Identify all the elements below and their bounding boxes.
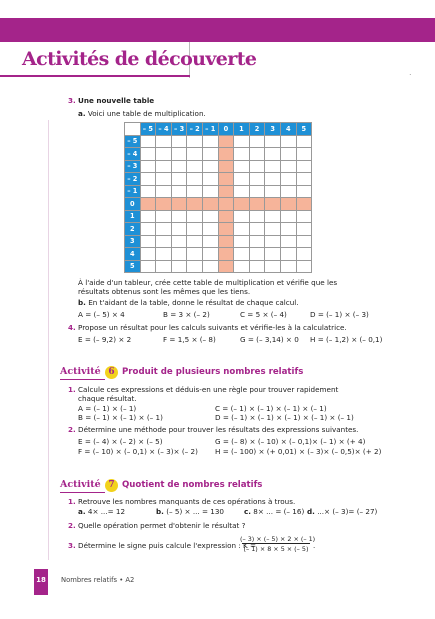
question-text: Quelle opération permet d'obtenir le résultat ? <box>78 521 246 530</box>
item-text: 8× ... = (– 16) <box>253 507 305 516</box>
activity-title: Produit de plusieurs nombres relatifs <box>122 367 304 377</box>
table-cell <box>140 248 156 261</box>
table-cell <box>296 198 312 211</box>
activity7-q2 <box>68 521 245 530</box>
table-cell <box>140 185 156 198</box>
col-header: – 5 <box>140 123 156 136</box>
row-header: – 3 <box>125 160 141 173</box>
section3-number: 3. <box>68 96 76 105</box>
table-cell <box>249 210 265 223</box>
calc-b: B = 3 × (– 2) <box>163 310 210 319</box>
table-cell <box>265 260 281 273</box>
row-header: – 5 <box>125 135 141 148</box>
table-cell <box>296 223 312 236</box>
question-text: Détermine le signe puis calcule l'expression : K = <box>78 541 257 550</box>
table-cell <box>249 160 265 173</box>
calc-c: C = 5 × (– 4) <box>240 310 287 319</box>
table-corner <box>125 123 141 136</box>
col-header: 3 <box>265 123 281 136</box>
calc-d: D = (– 1) × (– 3) <box>310 310 369 319</box>
table-cell <box>156 260 172 273</box>
table-cell <box>140 160 156 173</box>
table-cell <box>202 148 218 161</box>
table-cell <box>249 135 265 148</box>
question-number: 3. <box>68 541 76 550</box>
item-label: b. <box>156 507 164 516</box>
multiplication-table <box>124 122 312 273</box>
item-label: b. <box>78 298 86 307</box>
item-text: En t'aidant de la table, donne le résultat de chaque calcul. <box>88 298 299 307</box>
table-cell <box>156 210 172 223</box>
k-denominator: (– 1) × 8 × 5 × (– 5) <box>243 545 309 553</box>
table-cell <box>171 173 187 186</box>
table-cell <box>280 160 296 173</box>
table-cell <box>187 173 203 186</box>
table-cell <box>171 185 187 198</box>
question-number: 1. <box>68 385 76 394</box>
row-header: 5 <box>125 260 141 273</box>
table-cell <box>280 235 296 248</box>
header-mark: . <box>409 68 412 77</box>
calc-g: G = (– 3,14) × 0 <box>240 335 299 344</box>
item-label: a. <box>78 109 86 118</box>
table-cell <box>156 235 172 248</box>
calc-g: G = (– 8) × (– 10) × (– 0,1)× (– 1) × (+ 4) <box>215 437 366 446</box>
k-numerator: (– 3) × (– 5) × 2 × (– 1) <box>240 535 316 543</box>
section3-heading <box>68 96 154 105</box>
table-cell <box>187 235 203 248</box>
table-cell <box>187 160 203 173</box>
row-header: – 1 <box>125 185 141 198</box>
op-c <box>244 507 304 516</box>
row-header: 3 <box>125 235 141 248</box>
row-header: 4 <box>125 248 141 261</box>
col-header: 4 <box>280 123 296 136</box>
table-cell <box>265 248 281 261</box>
page-title: Activités de découverte <box>22 48 257 70</box>
calc-e: E = (– 4) × (– 2) × (– 5) <box>78 437 163 446</box>
table-cell <box>249 248 265 261</box>
activity-number-badge: 6 <box>105 366 118 379</box>
table-cell <box>202 248 218 261</box>
item-text: ...× (– 3)= (– 27) <box>317 507 378 516</box>
table-cell <box>187 223 203 236</box>
col-header: 1 <box>234 123 250 136</box>
table-cell <box>234 223 250 236</box>
item-label: a. <box>78 507 86 516</box>
table-cell <box>171 148 187 161</box>
table-cell <box>187 198 203 211</box>
table-cell <box>140 210 156 223</box>
table-cell <box>296 210 312 223</box>
section4-text: Propose un résultat pour les calculs suivants et vérifie-les à la calculatrice. <box>78 323 347 332</box>
col-header: – 3 <box>171 123 187 136</box>
table-cell <box>280 248 296 261</box>
question-text: Retrouve les nombres manquants de ces opérations à trous. <box>78 497 296 506</box>
calc-f: F = (– 10) × (– 0,1) × (– 3)× (– 2) <box>78 447 198 456</box>
table-cell <box>218 248 234 261</box>
table-cell <box>265 235 281 248</box>
table-cell <box>234 160 250 173</box>
table-cell <box>280 223 296 236</box>
table-cell <box>234 148 250 161</box>
question-number: 2. <box>68 425 76 434</box>
table-cell <box>140 173 156 186</box>
table-cell <box>218 135 234 148</box>
table-cell <box>296 248 312 261</box>
table-cell <box>249 223 265 236</box>
table-cell <box>171 210 187 223</box>
table-cell <box>296 173 312 186</box>
table-cell <box>171 235 187 248</box>
table-cell <box>280 210 296 223</box>
header-underline <box>0 75 190 77</box>
calc-h: H = (– 100) × (+ 0,01) × (– 3)× (– 0,5)× (+ 2) <box>215 447 382 456</box>
table-cell <box>234 210 250 223</box>
table-cell <box>218 235 234 248</box>
activity6-q1 <box>68 385 338 394</box>
table-cell <box>140 260 156 273</box>
table-cell <box>187 210 203 223</box>
table-cell <box>202 185 218 198</box>
calc-a: A = (– 5) × 4 <box>78 310 125 319</box>
activity6-header <box>60 366 400 380</box>
table-cell <box>265 223 281 236</box>
header-band <box>0 18 435 42</box>
activity-title: Quotient de nombres relatifs <box>122 480 263 490</box>
table-cell <box>218 173 234 186</box>
table-cell <box>296 148 312 161</box>
table-cell <box>265 173 281 186</box>
activity6-q2 <box>68 425 358 434</box>
table-cell <box>156 223 172 236</box>
op-b <box>156 507 224 516</box>
activity-word: Activité <box>60 366 101 377</box>
table-cell <box>265 185 281 198</box>
footer-text: Nombres relatifs • A2 <box>61 576 135 584</box>
table-cell <box>140 223 156 236</box>
section3-para1: À l'aide d'un tableur, crée cette table de multiplication et vérifie que les <box>78 278 338 287</box>
table-cell <box>171 248 187 261</box>
table-cell <box>140 198 156 211</box>
table-cell <box>202 235 218 248</box>
table-cell <box>171 135 187 148</box>
question-text: Calcule ces expressions et déduis-en une règle pour trouver rapidement <box>78 385 339 394</box>
table-cell <box>202 160 218 173</box>
row-header: – 2 <box>125 173 141 186</box>
table-cell <box>249 260 265 273</box>
question-number: 2. <box>68 521 76 530</box>
table-cell <box>265 160 281 173</box>
row-header: 0 <box>125 198 141 211</box>
col-header: – 2 <box>187 123 203 136</box>
table-cell <box>234 185 250 198</box>
table-cell <box>171 198 187 211</box>
table-cell <box>280 185 296 198</box>
table-cell <box>156 135 172 148</box>
activity7-header <box>60 479 400 493</box>
item-label: d. <box>307 507 315 516</box>
table-cell <box>156 248 172 261</box>
table-cell <box>249 235 265 248</box>
table-cell <box>249 198 265 211</box>
col-header: 2 <box>249 123 265 136</box>
activity-underline <box>60 379 105 380</box>
section3-para2: résultats obtenus sont les mêmes que les tiens. <box>78 287 251 296</box>
op-d <box>307 507 377 516</box>
col-header: – 4 <box>156 123 172 136</box>
table-cell <box>249 185 265 198</box>
table-cell <box>280 148 296 161</box>
table-cell <box>296 135 312 148</box>
activity6-q1-line2: chaque résultat. <box>78 394 137 403</box>
col-header: 0 <box>218 123 234 136</box>
question-text: Détermine une méthode pour trouver les résultats des expressions suivantes. <box>78 425 359 434</box>
table-cell <box>187 260 203 273</box>
section4-number: 4. <box>68 323 76 332</box>
item-text: (– 5) × ... = 130 <box>166 507 225 516</box>
table-cell <box>202 135 218 148</box>
table-cell <box>171 160 187 173</box>
section3-b <box>78 298 299 307</box>
table-cell <box>202 173 218 186</box>
section4-heading <box>68 323 347 332</box>
table-cell <box>140 135 156 148</box>
table-cell <box>234 173 250 186</box>
table-cell <box>218 148 234 161</box>
table-cell <box>202 260 218 273</box>
table-cell <box>234 235 250 248</box>
op-a <box>78 507 125 516</box>
table-cell <box>218 198 234 211</box>
table-cell <box>171 223 187 236</box>
table-cell <box>218 160 234 173</box>
calc-d: D = (– 1) × (– 1) × (– 1) × (– 1) × (– 1) <box>215 413 354 422</box>
section3-title: Une nouvelle table <box>78 96 155 105</box>
table-cell <box>234 260 250 273</box>
table-cell <box>187 248 203 261</box>
table-cell <box>265 198 281 211</box>
calc-e: E = (– 9,2) × 2 <box>78 335 132 344</box>
item-label: c. <box>244 507 251 516</box>
table-cell <box>265 210 281 223</box>
table-cell <box>249 148 265 161</box>
calc-f: F = 1,5 × (– 8) <box>163 335 216 344</box>
row-header: 2 <box>125 223 141 236</box>
table-cell <box>296 185 312 198</box>
section3-a <box>78 109 206 118</box>
activity7-q3 <box>68 541 256 550</box>
activity-number-badge: 7 <box>105 479 118 492</box>
table-cell <box>187 135 203 148</box>
calc-c: C = (– 1) × (– 1) × (– 1) × (– 1) <box>215 404 327 413</box>
page-number: 18 <box>34 569 48 595</box>
activity-word: Activité <box>60 479 101 490</box>
table-cell <box>265 148 281 161</box>
table-cell <box>202 210 218 223</box>
table-cell <box>156 148 172 161</box>
table-cell <box>156 185 172 198</box>
table-cell <box>265 135 281 148</box>
k-end: . <box>313 541 316 550</box>
table-cell <box>280 260 296 273</box>
table-cell <box>234 248 250 261</box>
table-cell <box>280 198 296 211</box>
item-text: 4× ...= 12 <box>87 507 126 516</box>
col-header: 5 <box>296 123 312 136</box>
activity-underline <box>60 492 105 493</box>
table-cell <box>296 235 312 248</box>
calc-h: H = (– 1,2) × (– 0,1) <box>310 335 383 344</box>
col-header: – 1 <box>202 123 218 136</box>
table-cell <box>171 260 187 273</box>
calc-b: B = (– 1) × (– 1) × (– 1) <box>78 413 163 422</box>
table-cell <box>296 160 312 173</box>
table-cell <box>296 260 312 273</box>
table-cell <box>187 148 203 161</box>
table-cell <box>218 223 234 236</box>
fraction-bar <box>242 543 310 544</box>
table-cell <box>218 210 234 223</box>
margin-rule <box>48 120 49 560</box>
table-cell <box>156 160 172 173</box>
table-cell <box>140 235 156 248</box>
table-cell <box>234 198 250 211</box>
table-cell <box>218 185 234 198</box>
activity7-q1 <box>68 497 295 506</box>
row-header: 1 <box>125 210 141 223</box>
table-cell <box>187 185 203 198</box>
table-cell <box>218 260 234 273</box>
table-cell <box>202 223 218 236</box>
table-cell <box>156 173 172 186</box>
table-cell <box>156 198 172 211</box>
table-cell <box>140 148 156 161</box>
table-cell <box>202 198 218 211</box>
table-cell <box>249 173 265 186</box>
table-cell <box>280 135 296 148</box>
calc-a: A = (– 1) × (– 1) <box>78 404 137 413</box>
table-cell <box>234 135 250 148</box>
row-header: – 4 <box>125 148 141 161</box>
item-text: Voici une table de multiplication. <box>87 109 206 118</box>
question-number: 1. <box>68 497 76 506</box>
table-cell <box>280 173 296 186</box>
